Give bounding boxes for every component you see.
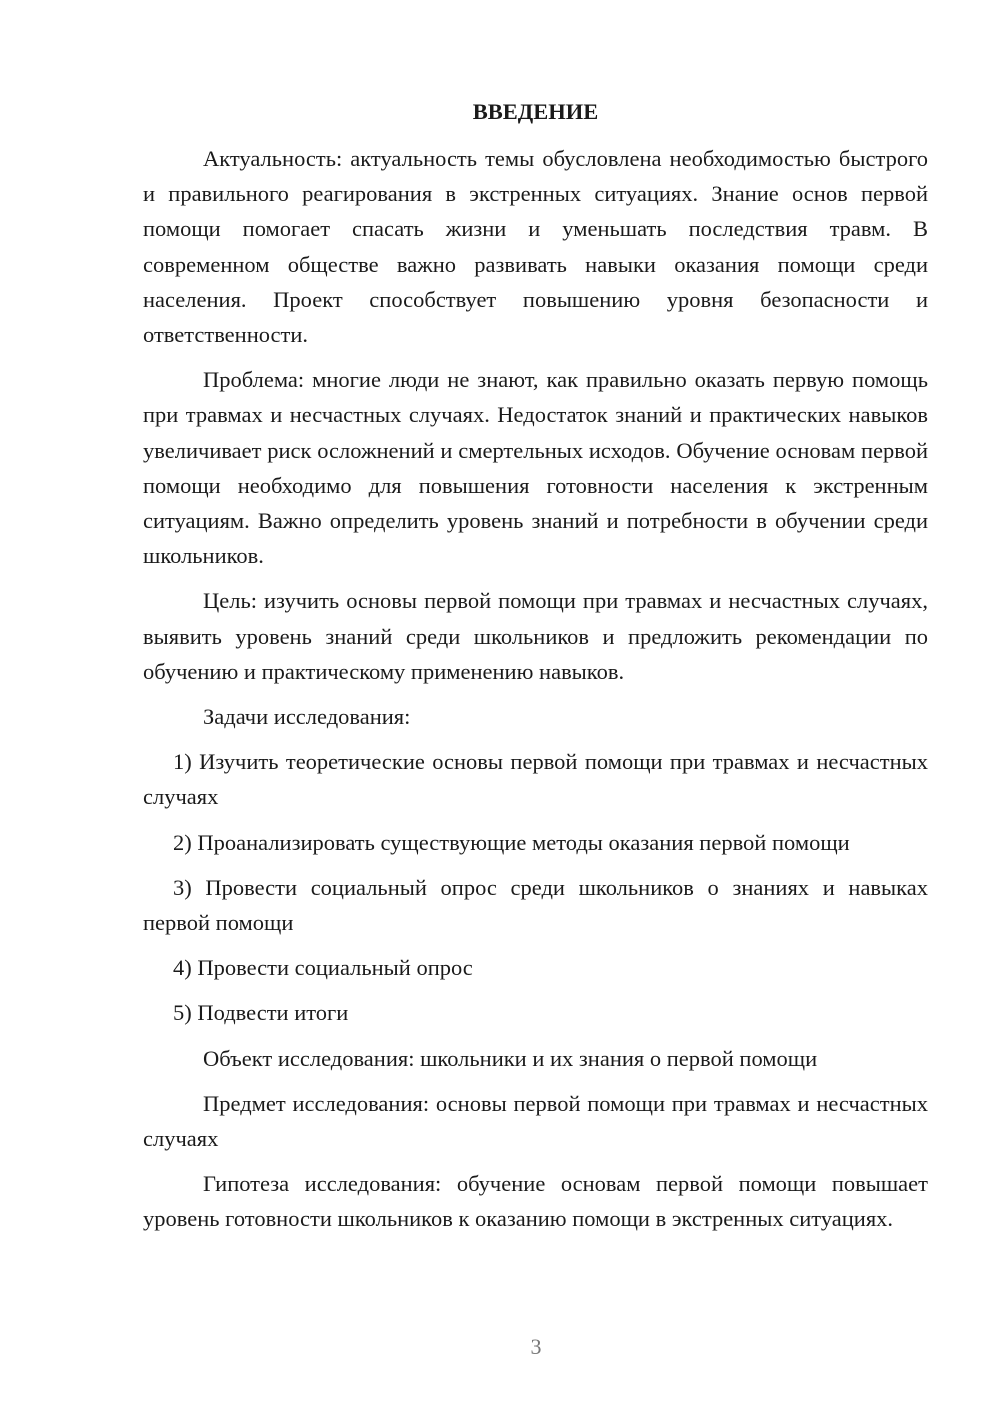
- research-subject-paragraph: Предмет исследования: основы первой помощи при травмах и несчастных случаях: [143, 1090, 928, 1152]
- task-item-3: 3) Провести социальный опрос среди школьников о знаниях и навыках первой помощи: [143, 874, 928, 936]
- task-item-4: 4) Провести социальный опрос: [173, 955, 473, 981]
- relevance-paragraph: Актуальность: актуальность темы обусловлена необходимостью быстрого и правильного реагирования в экстренных ситуациях. Знание основ первой помощи помогает спасать жизни и уменьшать последствия травм. В современном обществе важно развивать навыки оказания помощи среди населения. Проект способствует повышению уровня безопасности и ответственности.: [143, 146, 928, 348]
- hypothesis-paragraph: Гипотеза исследования: обучение основам первой помощи повышает уровень готовности школьников к оказанию помощи в экстренных ситуациях.: [143, 1171, 928, 1232]
- problem-paragraph: Проблема: многие люди не знают, как правильно оказать первую помощь при травмах и несчастных случаях. Недостаток знаний и практических навыков увеличивает риск осложнений и смертельных исходов. Обучение основам первой помощи необходимо для повышения готовности населения к экстренным ситуациям. Важно определить уровень знаний и потребности в обучении среди школьников.: [143, 367, 928, 569]
- research-object-paragraph: Объект исследования: школьники и их знания о первой помощи: [203, 1045, 818, 1071]
- section-title: ВВЕДЕНИЕ: [472, 99, 599, 124]
- page-content: [143, 94, 928, 1247]
- task-item-2: 2) Проанализировать существующие методы оказания первой помощи: [173, 829, 850, 855]
- task-item-1: 1) Изучить теоретические основы первой помощи при травмах и несчастных случаях: [143, 749, 928, 810]
- task-item-5: 5) Подвести итоги: [173, 1000, 349, 1026]
- page-number: 3: [530, 1334, 542, 1359]
- tasks-heading: Задачи исследования:: [203, 704, 411, 730]
- goal-paragraph: Цель: изучить основы первой помощи при травмах и несчастных случаях, выявить уровень знаний среди школьников и предложить рекомендации по обучению и практическому применению навыков.: [143, 588, 928, 684]
